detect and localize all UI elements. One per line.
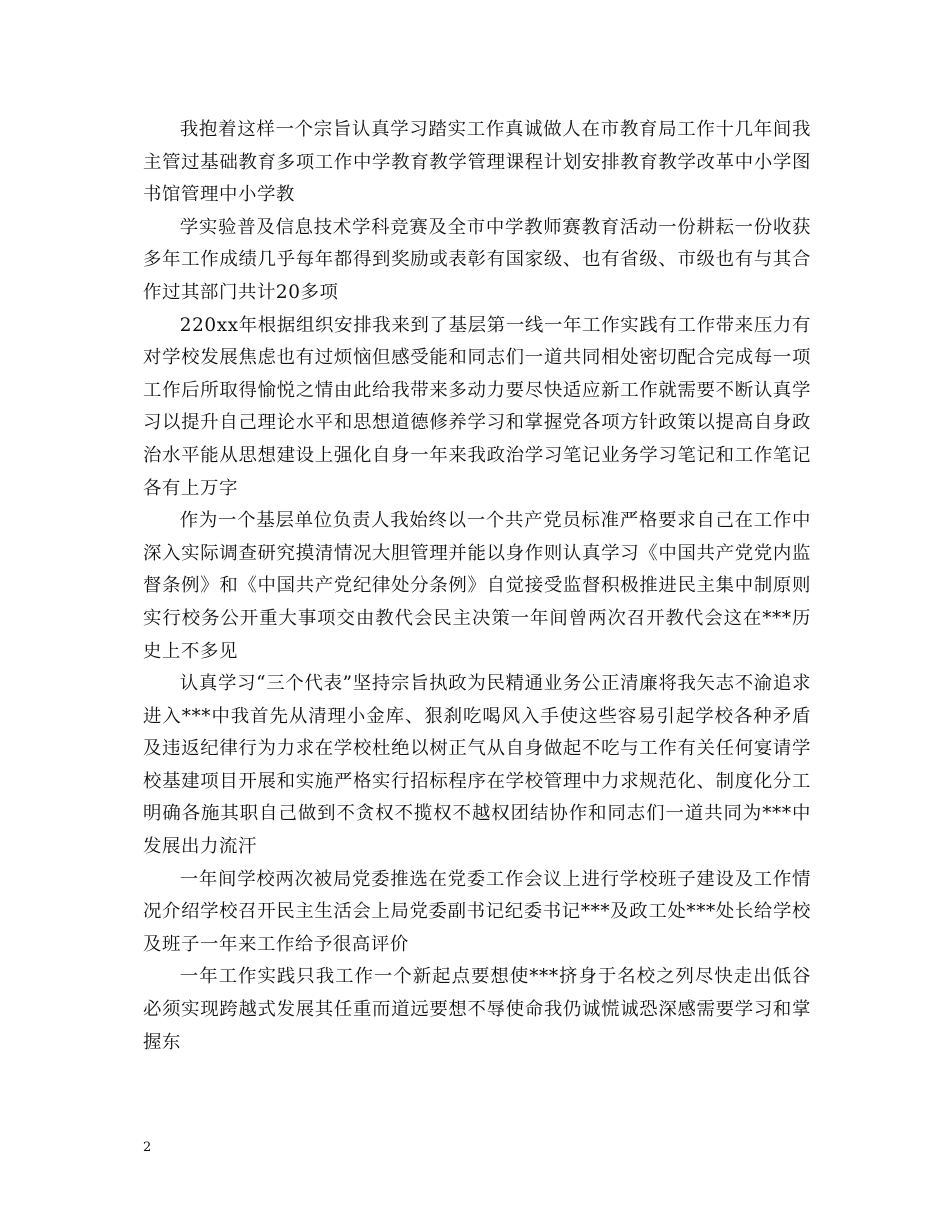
paragraph-1: 我抱着这样一个宗旨认真学习踏实工作真诚做人在市教育局工作十几年间我主管过基础教育多项工作中学教育教学管理课程计划安排教育教学改革中小学图书馆管理中小学教 [143,119,811,206]
paragraph-7: 一年工作实践只我工作一个新起点要想使***挤身于名校之列尽快走出低谷必须实现跨越式发展其任重而道远要想不辱使命我仍诚慌诚恐深感需要学习和掌握东 [143,966,811,1053]
paragraph-6: 一年间学校两次被局党委推选在党委工作会议上进行学校班子建设及工作情况介绍学校召开民主生活会上局党委副书记纪委书记***及政工处***处长给学校及班子一年来工作给予很高评价 [143,868,811,955]
paragraph-5: 认真学习“三个代表”坚持宗旨执政为民精通业务公正清廉将我矢志不渝追求进入***中我首先从清理小金库、狠刹吃喝风入手使这些容易引起学校各种矛盾及违返纪律行为力求在学校杜绝以树正气从自身做起不吃与工作有关任何宴请学校基建项目开展和实施严格实行招标程序在学校管理中力求规范化、制度化分工明确各施其职自己做到不贪权不揽权不越权团结协作和同志们一道共同为***中发展出力流汗 [143,673,811,858]
document-body [143,114,811,1059]
paragraph-2: 学实验普及信息技术学科竞赛及全市中学教师赛教育活动一份耕耘一份收获多年工作成绩几乎每年都得到奖励或表彰有国家级、也有省级、市级也有与其合作过其部门共计20多项 [143,216,811,303]
paragraph-3: 220xx年根据组织安排我来到了基层第一线一年工作实践有工作带来压力有对学校发展焦虑也有过烦恼但感受能和同志们一道共同相处密切配合完成每一项工作后所取得愉悦之情由此给我带来多动力要尽快适应新工作就需要不断认真学习以提升自己理论水平和思想道德修养学习和掌握党各项方针政策以提高自身政治水平能从思想建设上强化自身一年来我政治学习笔记业务学习笔记和工作笔记各有上万字 [143,314,811,499]
page-number: 2 [143,1140,152,1155]
paragraph-4: 作为一个基层单位负责人我始终以一个共产党员标准严格要求自己在工作中深入实际调查研究摸清情况大胆管理并能以身作则认真学习《中国共产党党内监督条例》和《中国共产党纪律处分条例》自觉接受监督积极推进民主集中制原则实行校务公开重大事项交由教代会民主决策一年间曾两次召开教代会这在***历史上不多见 [143,510,811,662]
